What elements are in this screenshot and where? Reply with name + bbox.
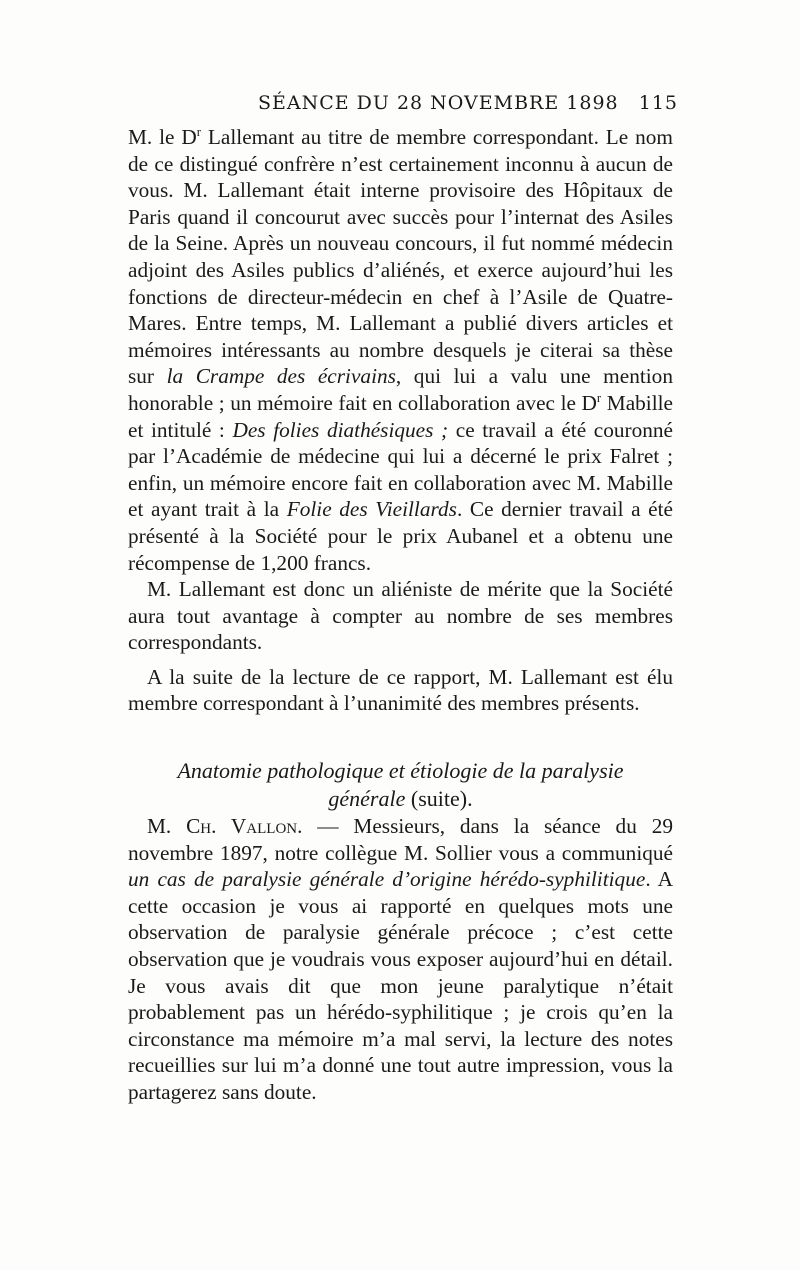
text-run: M. le D xyxy=(128,125,197,149)
section-title-italic: générale xyxy=(328,786,406,812)
text-run: ce travail a été couronné par l’Académie de médecine qui lui a décerné le prix Falret ; enfin, un mémoire encore fait en collaboration avec M. Mabille et ayant trait à la xyxy=(128,417,674,522)
paragraph-election: A la suite de la lecture de ce rapport, M. Lallemant est élu membre correspondant à l’unanimité des membres présents. xyxy=(128,664,673,716)
text-run: Mabille et intitulé : xyxy=(128,390,673,442)
paragraph-conclusion: M. Lallemant est donc un aliéniste de mérite que la Société aura tout avantage à compter au nombre de ses membres correspondants. xyxy=(128,577,673,655)
paragraph-report-end xyxy=(128,124,673,576)
paragraph-vallon xyxy=(128,813,673,1106)
superscript: r xyxy=(196,124,202,139)
superscript: r xyxy=(596,390,602,405)
section-title xyxy=(128,757,673,813)
section-title-suffix: (suite). xyxy=(405,786,473,812)
running-header xyxy=(258,92,678,122)
section-title-line2 xyxy=(128,785,673,813)
text-run: — Messieurs, dans la séance du 29 novembre 1897, notre collègue M. Sollier vous a communiqué xyxy=(128,814,673,865)
italic-title: Folie des Vieillards xyxy=(286,497,457,522)
section-title-line1: Anatomie pathologique et étiologie de la paralysie xyxy=(177,758,624,784)
text-body xyxy=(128,124,673,1106)
page-number: 115 xyxy=(638,92,678,114)
running-title: SÉANCE DU 28 NOVEMBRE 1898 xyxy=(258,92,619,114)
speaker-name: Ch. Vallon. xyxy=(186,814,303,839)
text-run: . A cette occasion je vous ai rapporté en quelques mots une observation de paralysie générale précoce ; c’est cette observation que je voudrais vous exposer aujourd’hui en détail. Je vous avais dit que mon jeune paralytique n’était probablement pas un hérédo-syphilitique ; je crois qu’en la circonstance ma mémoire m’a mal servi, la lecture des notes recueillies sur lui m’a donné une tout autre impression, vous la partagerez sans doute. xyxy=(128,867,673,1104)
text-run: M. xyxy=(147,814,187,839)
text-run: . Ce dernier travail a été présenté à la Société pour le prix Aubanel et a obtenu une récompense de 1,200 francs. xyxy=(128,497,673,575)
italic-title: Des folies diathésiques ; xyxy=(232,417,449,442)
text-run: Lallemant au titre de membre correspondant. Le nom de ce distingué confrère n’est certainement inconnu à aucun de vous. M. Lallemant était interne provisoire des Hôpitaux de Paris quand il concourut avec succès pour l’internat des Asiles de la Seine. Après un nouveau concours, il fut nommé médecin adjoint des Asiles publics d’aliénés, et exerce aujourd’hui les fonctions de directeur-médecin en chef à l’Asile de Quatre-Mares. Entre temps, M. Lallemant a publié divers articles et mémoires intéressants au nombre desquels je citerai sa thèse sur xyxy=(128,125,673,389)
text-run: , qui lui a valu une mention honorable ; un mémoire fait en collaboration avec le D xyxy=(128,364,673,415)
italic-title: la Crampe des écrivains xyxy=(166,364,396,389)
italic-title: un cas de paralysie générale d’origine hérédo-syphilitique xyxy=(128,867,646,892)
